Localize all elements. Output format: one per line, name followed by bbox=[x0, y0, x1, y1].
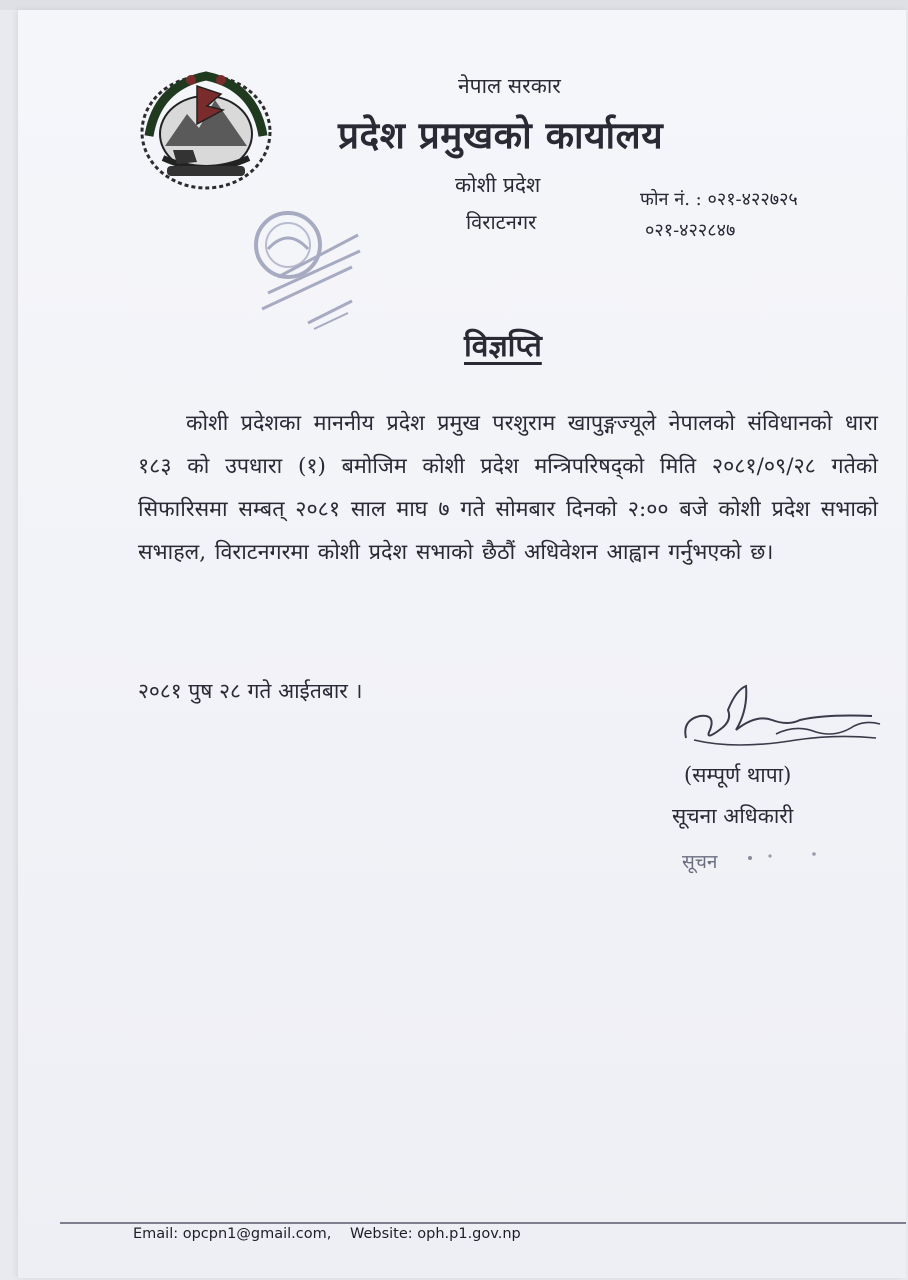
footer-email: Email: opcpn1@gmail.com, bbox=[133, 1226, 332, 1242]
notice-body: कोशी प्रदेशका माननीय प्रदेश प्रमुख परशुराम खापुङ्गज्यूले नेपालको संविधानको धारा १८३ को उपधारा (१) बमोजिम कोशी प्रदेश मन्त्रिपरिषद्‌को मिति २०८१/०९/२८ गतेको सिफारिसमा सम्बत् २०८१ साल माघ ७ गते सोमबार दिनको २:०० बजे कोशी प्रदेश सभाको सभाहल, विराटनगरमा कोशी प्रदेश सभाको छैठौं अधिवेशन आह्वान गर्नुभएको छ। bbox=[138, 411, 878, 565]
office-name: प्रदेश प्रमुखको कार्यालय bbox=[338, 113, 664, 157]
notice-date: २०८१ पुष २८ गते आईतबार । bbox=[138, 679, 363, 703]
city-name: विराटनगर bbox=[466, 210, 537, 234]
phone-number-2: ०२१-४२२८४७ bbox=[645, 220, 736, 241]
footer-divider bbox=[60, 1222, 906, 1224]
signatory-name: (सम्पूर्ण थापा) bbox=[684, 763, 792, 787]
phone-number-1: फोन नं. : ०२१-४२२७२५ bbox=[640, 189, 798, 210]
footer-contact bbox=[133, 1226, 521, 1242]
government-name: नेपाल सरकार bbox=[458, 74, 561, 98]
nepal-emblem-icon bbox=[137, 66, 275, 190]
signatory-title: सूचना अधिकारी bbox=[672, 804, 794, 828]
faint-seal-remnant-icon bbox=[742, 848, 832, 868]
province-name: कोशी प्रदेश bbox=[455, 173, 541, 197]
faint-seal-text: सूचन bbox=[682, 851, 718, 873]
signature-icon bbox=[676, 680, 896, 760]
footer-website: Website: oph.p1.gov.np bbox=[349, 1226, 521, 1242]
notice-title: विज्ञप्ति bbox=[464, 329, 542, 364]
office-stamp-icon bbox=[248, 205, 368, 335]
page-top-edge bbox=[0, 0, 908, 10]
